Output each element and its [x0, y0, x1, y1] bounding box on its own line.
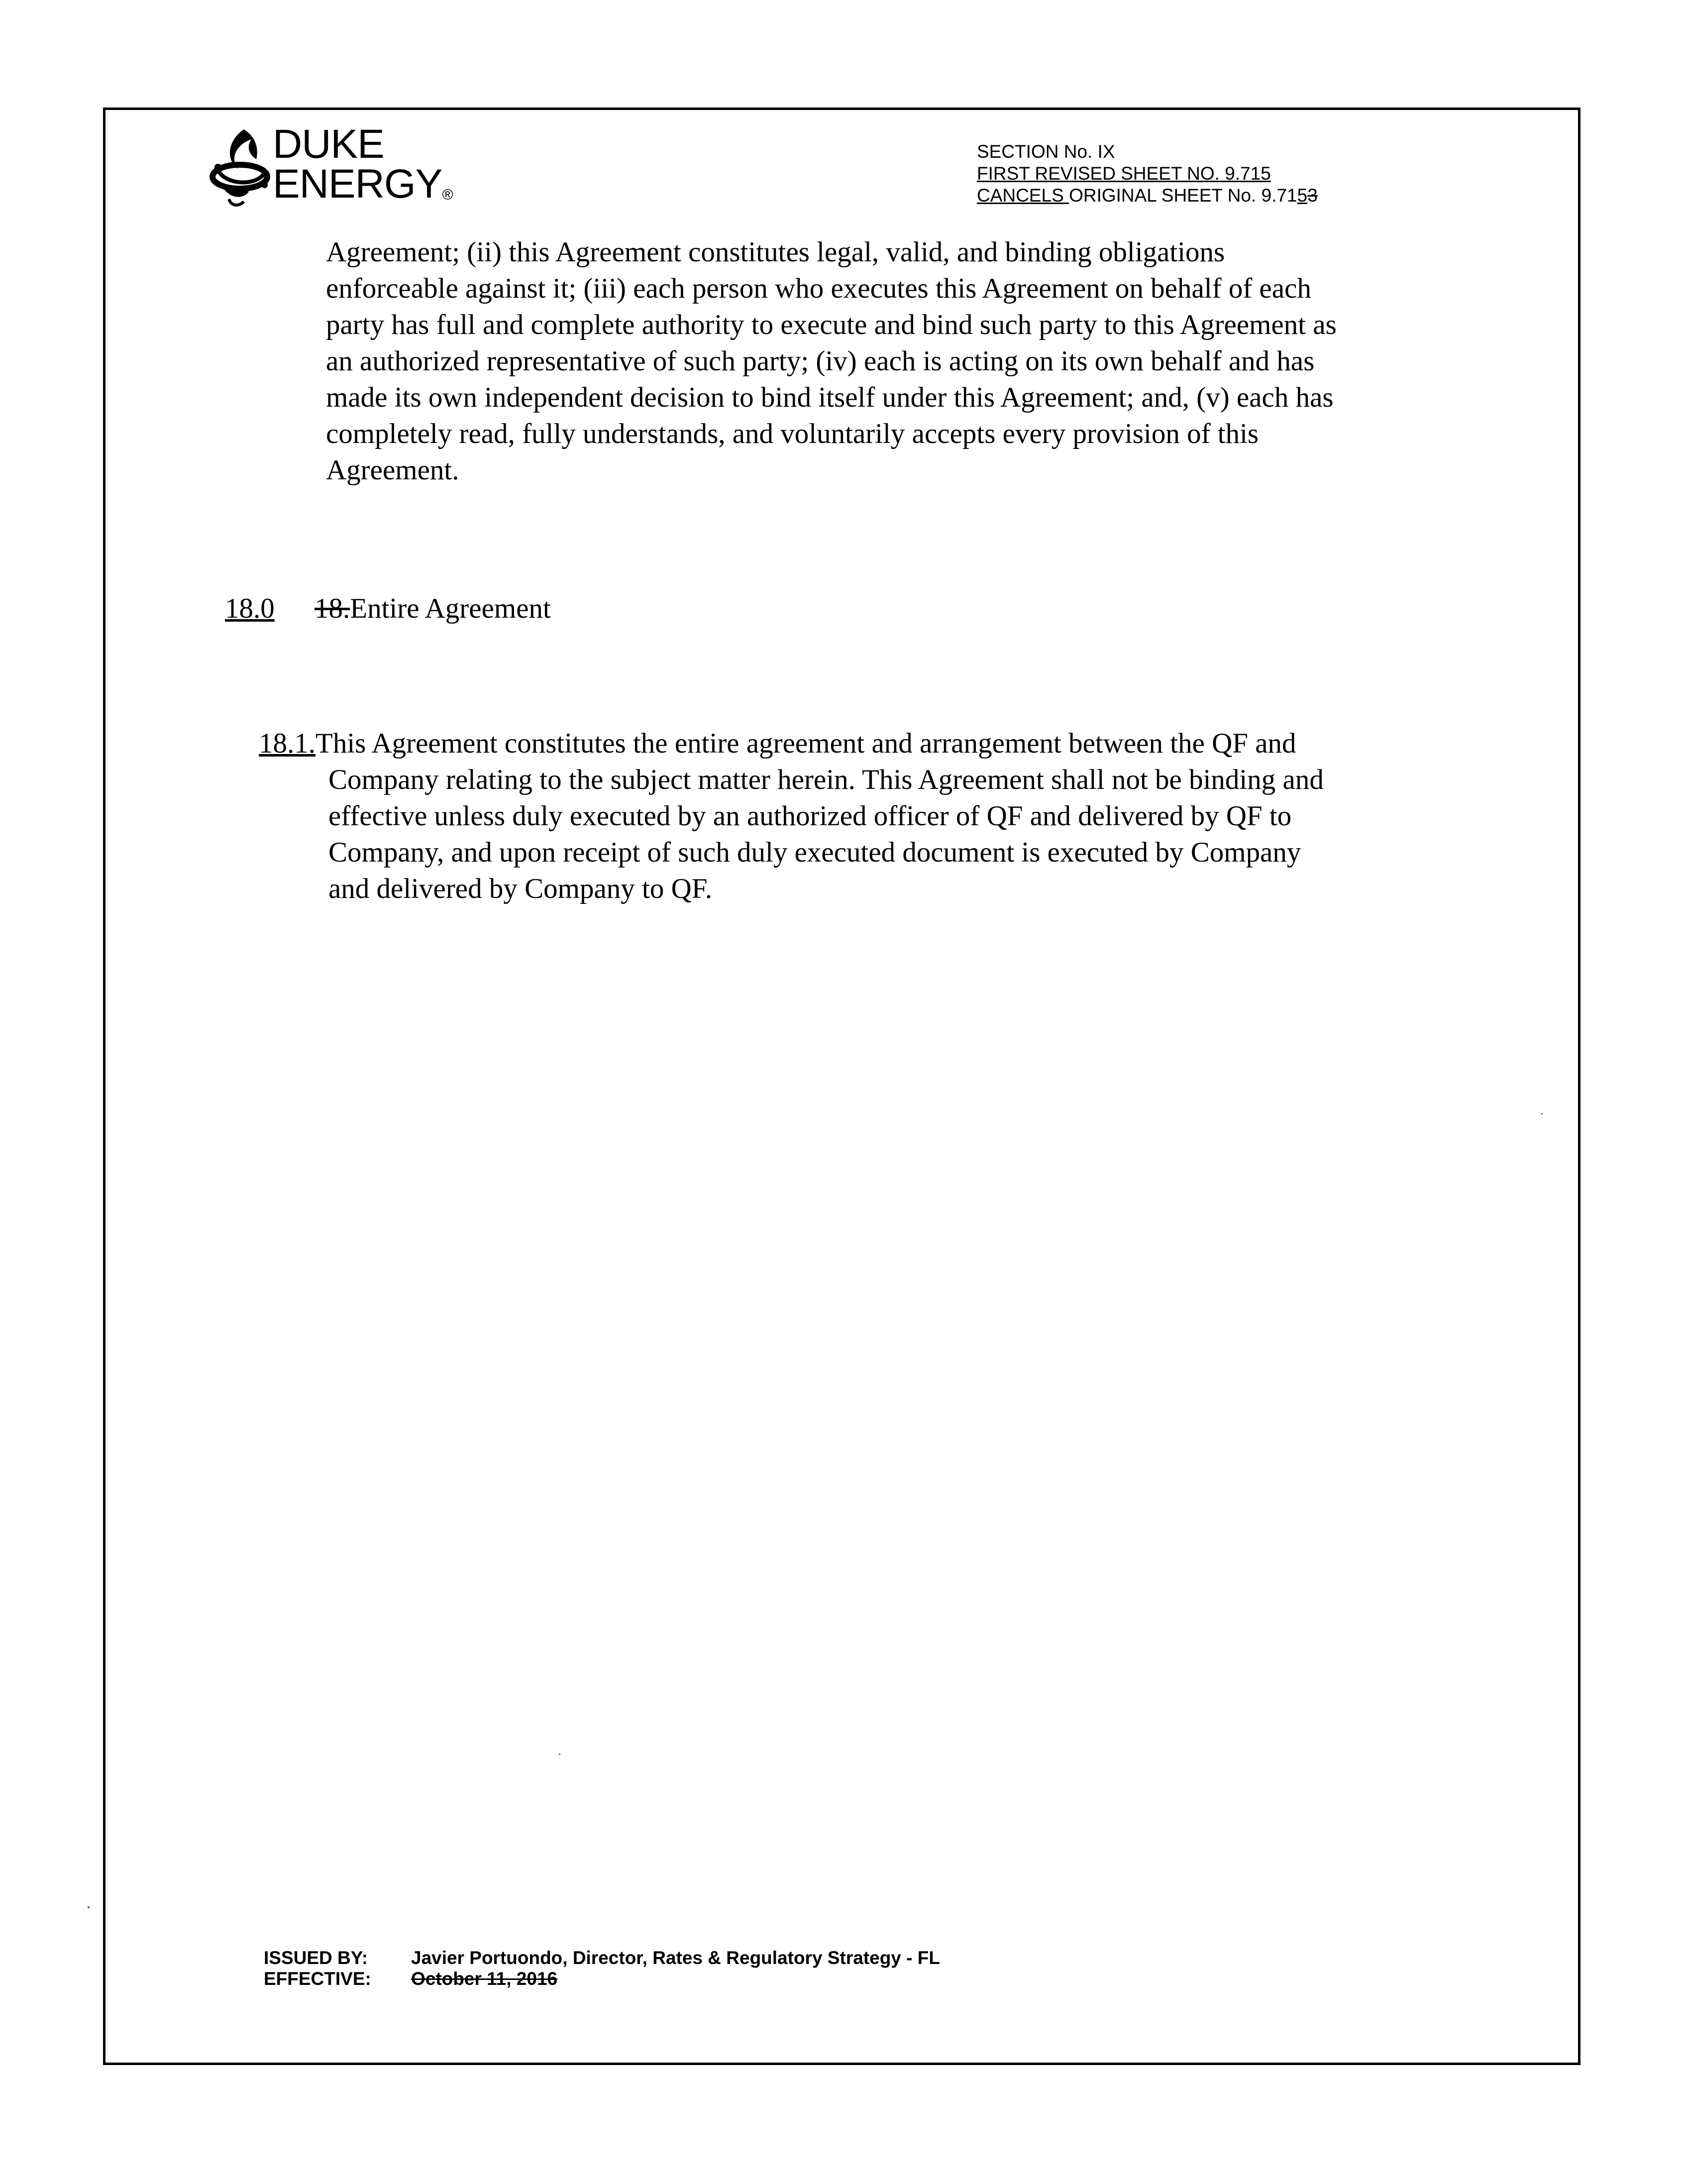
intro-paragraph: [326, 234, 1471, 488]
paragraph-line: Company, and upon receipt of such duly executed document is executed by Company: [328, 837, 1301, 868]
sheet-footer: [264, 1948, 940, 1989]
paragraph-line: enforceable against it; (iii) each person who executes this Agreement on behalf of each: [326, 273, 1311, 304]
scan-speck: [88, 1906, 90, 1908]
paragraph-line: completely read, fully understands, and voluntarily accepts every provision of this: [326, 418, 1259, 449]
sheet-header: [977, 141, 1318, 207]
paragraph-line: Agreement.: [326, 454, 459, 486]
registered-mark: ®: [442, 187, 453, 203]
section-number-old: 18.: [315, 593, 350, 624]
duke-energy-flame-icon: [209, 124, 274, 209]
paragraph-line: party has full and complete authority to execute and bind such party to this Agreement as: [326, 309, 1337, 340]
section-number-new: 18.0: [225, 593, 275, 624]
issued-by-label: ISSUED BY:: [264, 1948, 368, 1968]
sheet-new-digit: 5: [1297, 185, 1308, 206]
paragraph-number: 18.1.: [259, 728, 316, 759]
paragraph-line: This Agreement constitutes the entire agreement and arrangement between the QF and: [316, 728, 1296, 759]
logo-line-duke: DUKE: [273, 121, 384, 167]
paragraph-line: effective unless duly executed by an authorized officer of QF and delivered by QF to: [328, 800, 1292, 832]
paragraph-line: an authorized representative of such party; (iv) each is acting on its own behalf and has: [326, 345, 1315, 377]
paragraph-line: Company relating to the subject matter herein. This Agreement shall not be binding and: [328, 764, 1324, 795]
scan-speck: [1541, 1113, 1543, 1114]
logo-line-energy: ENERGY: [273, 161, 442, 207]
paragraph-line: made its own independent decision to bind itself under this Agreement; and, (v) each has: [326, 382, 1334, 413]
paragraph-line: Agreement; (ii) this Agreement constitutes legal, valid, and binding obligations: [326, 236, 1225, 268]
section-title: Entire Agreement: [350, 593, 551, 624]
section-paragraph: [259, 725, 1453, 907]
section-number: SECTION No. IX: [977, 141, 1115, 162]
effective-label: EFFECTIVE:: [264, 1968, 371, 1989]
issued-by-value: Javier Portuondo, Director, Rates & Regulatory Strategy - FL: [411, 1948, 940, 1968]
duke-energy-logo: [209, 121, 488, 214]
scan-speck: [559, 1753, 560, 1755]
cancels-line: [977, 185, 1318, 207]
original-sheet-number: ORIGINAL SHEET No. 9.71: [1069, 185, 1297, 206]
paragraph-line: and delivered by Company to QF.: [328, 873, 713, 904]
cancels-label: CANCELS: [977, 185, 1069, 206]
section-heading: [225, 590, 551, 627]
effective-date-struck: October 11, 2016: [411, 1968, 558, 1989]
revised-sheet-number: FIRST REVISED SHEET NO. 9.715: [977, 163, 1271, 184]
sheet-old-digit: 3: [1307, 185, 1318, 206]
